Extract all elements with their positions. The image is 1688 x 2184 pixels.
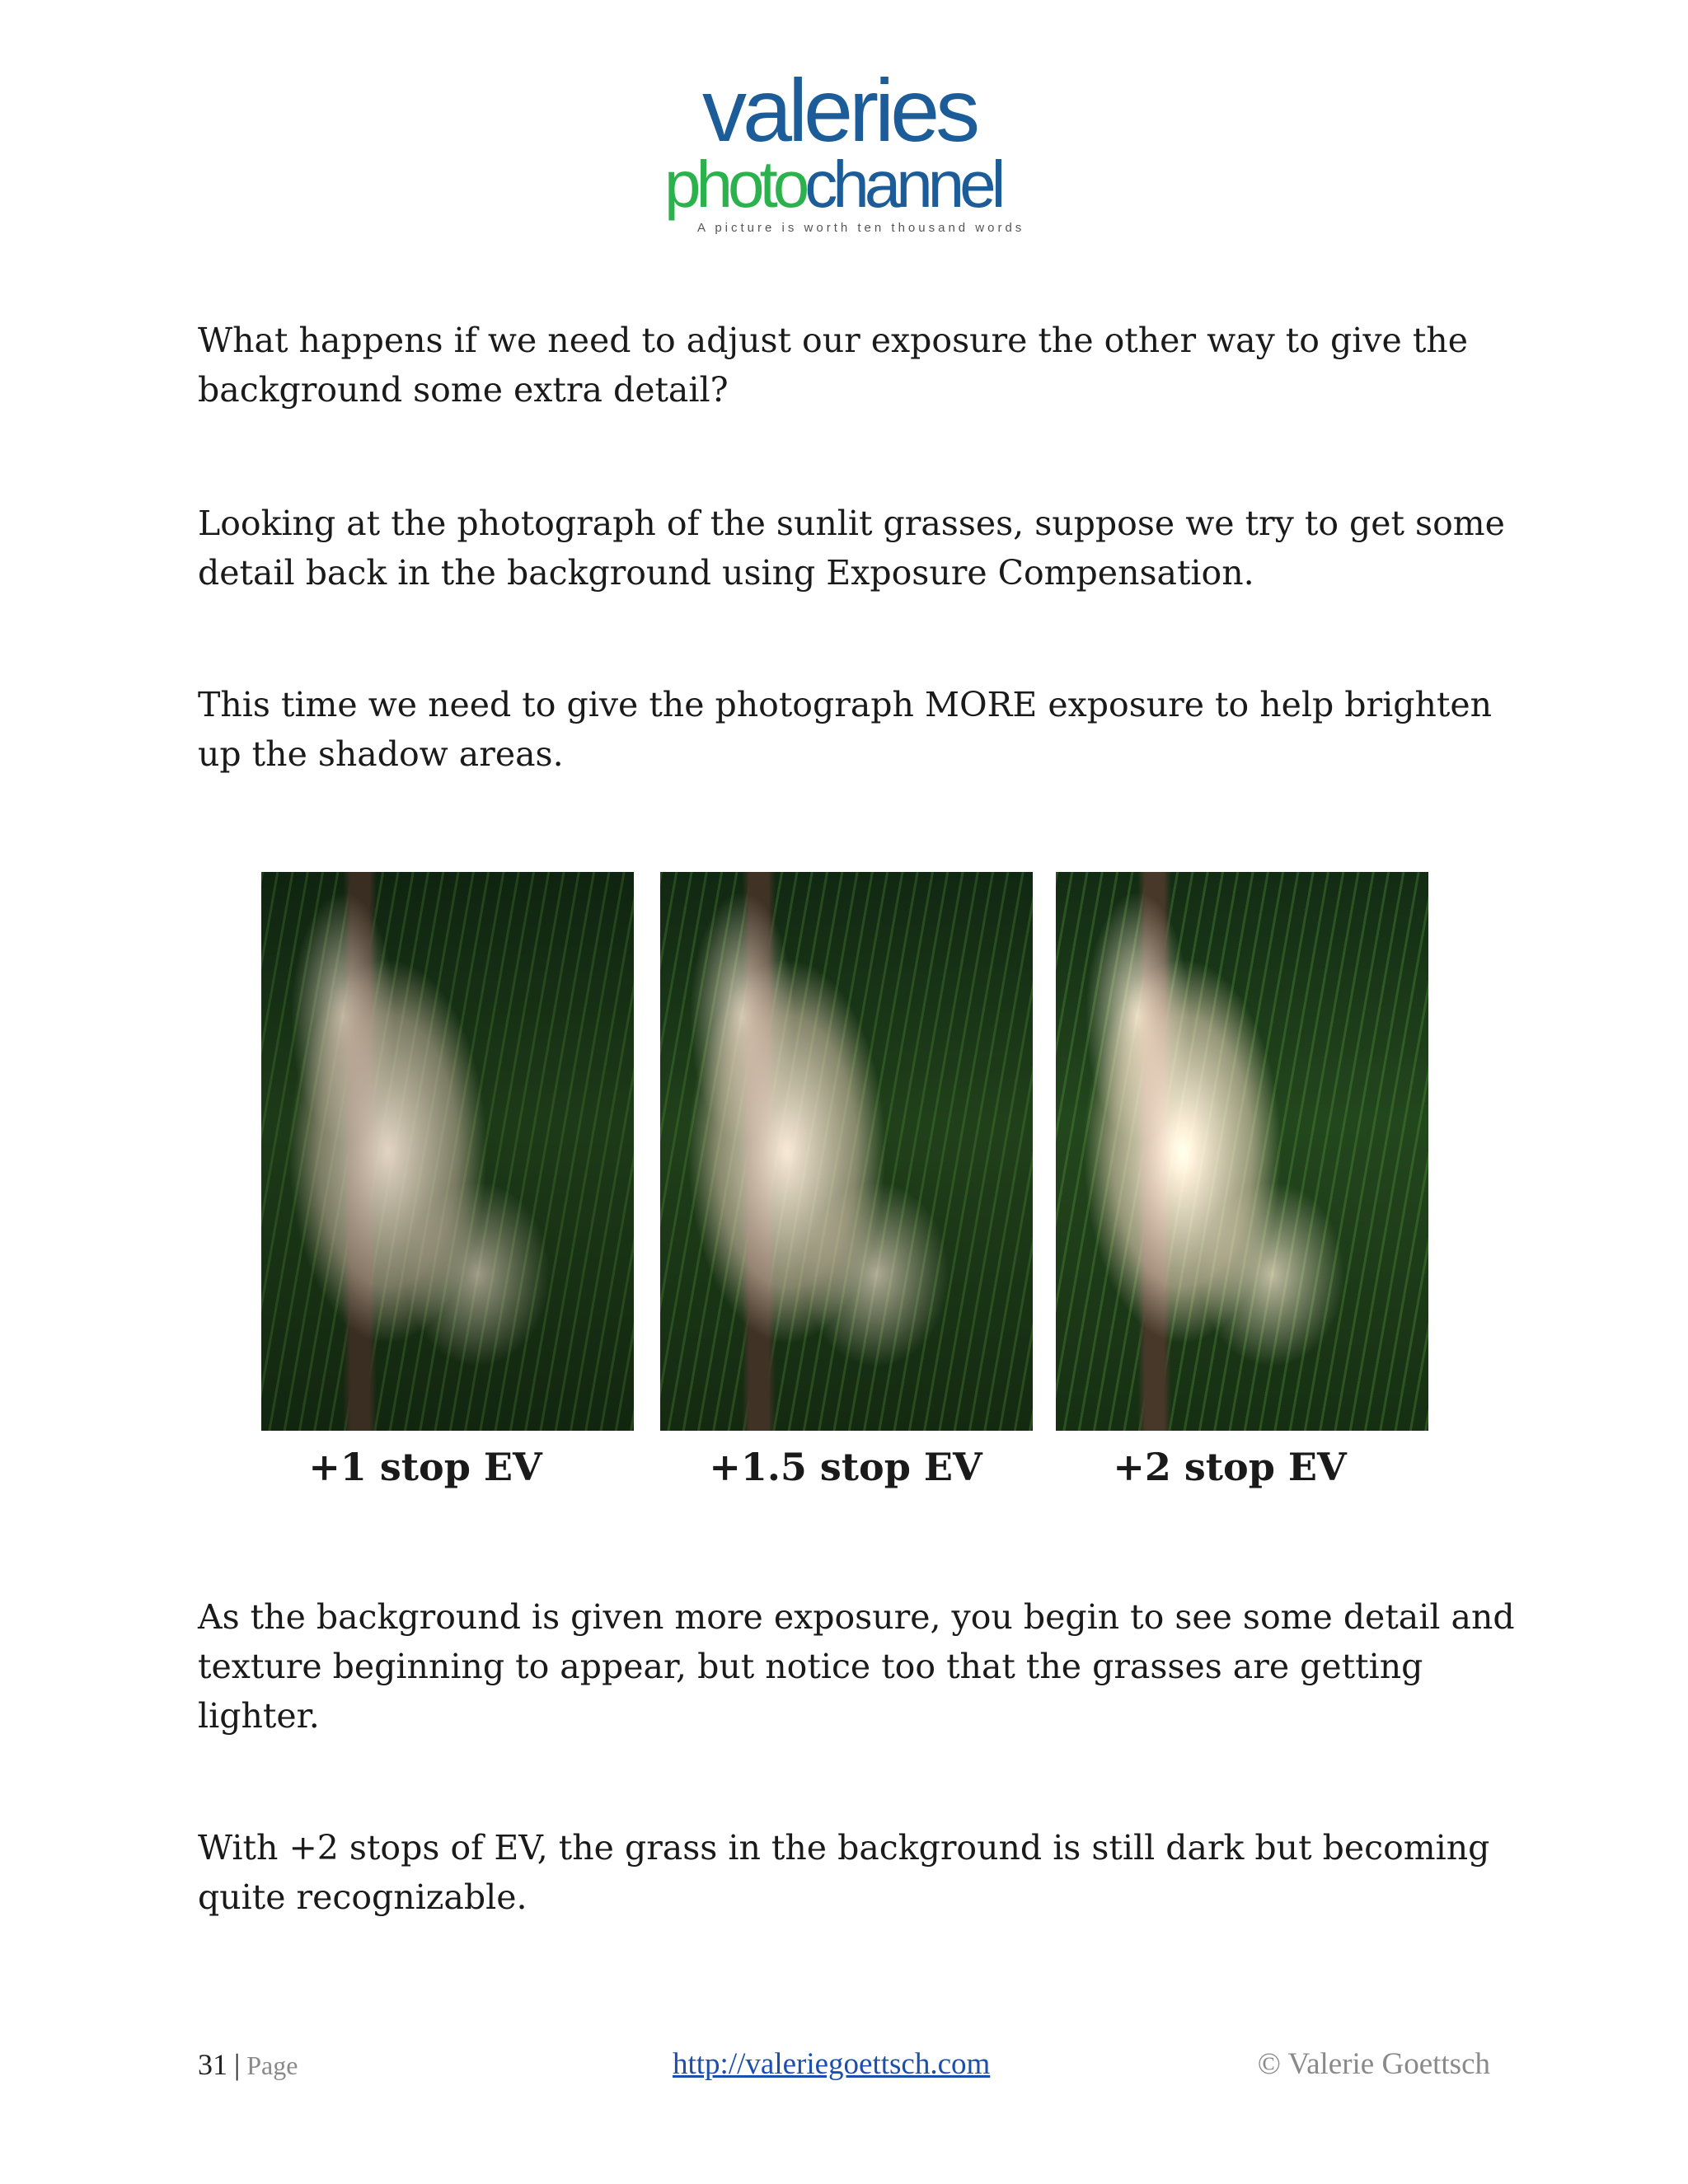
paragraph-sunlit-grasses: Looking at the photograph of the sunlit grasses, suppose we try to get some detail back in the background using Exposure Compensation. bbox=[198, 504, 1505, 593]
logo-tagline: A picture is worth ten thousand words bbox=[697, 221, 1025, 235]
paragraph-more-exposure: This time we need to give the photograph MORE exposure to help brighten up the shadow areas. bbox=[198, 685, 1493, 774]
caption-plus-2-ev: +2 stop EV bbox=[1113, 1445, 1347, 1489]
copyright-notice: © Valerie Goettsch bbox=[1257, 2047, 1490, 2081]
caption-plus-1-ev: +1 stop EV bbox=[308, 1445, 542, 1489]
logo-wordmark-bottom bbox=[664, 148, 1001, 221]
paragraph-intro: What happens if we need to adjust our exposure the other way to give the background some extra detail? bbox=[198, 321, 1468, 410]
page-number-value: 31 bbox=[198, 2048, 227, 2081]
page-number bbox=[198, 2044, 298, 2086]
paragraph-plus-2-stops: With +2 stops of EV, the grass in the background is still dark but becoming quite recognizable. bbox=[198, 1828, 1490, 1917]
logo-wordmark-top: valeries bbox=[702, 60, 977, 160]
logo-word-channel: channel bbox=[804, 148, 1001, 221]
page-label: Page bbox=[246, 2050, 298, 2080]
photo-plus-1-ev bbox=[261, 872, 634, 1431]
website-link[interactable]: http://valeriegoettsch.com bbox=[673, 2047, 991, 2081]
caption-plus-1-5-ev: +1.5 stop EV bbox=[709, 1445, 982, 1489]
site-logo bbox=[659, 60, 1030, 239]
photo-plus-2-ev bbox=[1056, 872, 1428, 1431]
paragraph-background-detail: As the background is given more exposure, you begin to see some detail and texture beginning to appear, but notice too that the grasses are getting lighter. bbox=[198, 1597, 1515, 1736]
photo-plus-1-5-ev bbox=[660, 872, 1033, 1431]
logo-word-photo: photo bbox=[664, 148, 805, 221]
page-separator: | bbox=[234, 2048, 241, 2081]
